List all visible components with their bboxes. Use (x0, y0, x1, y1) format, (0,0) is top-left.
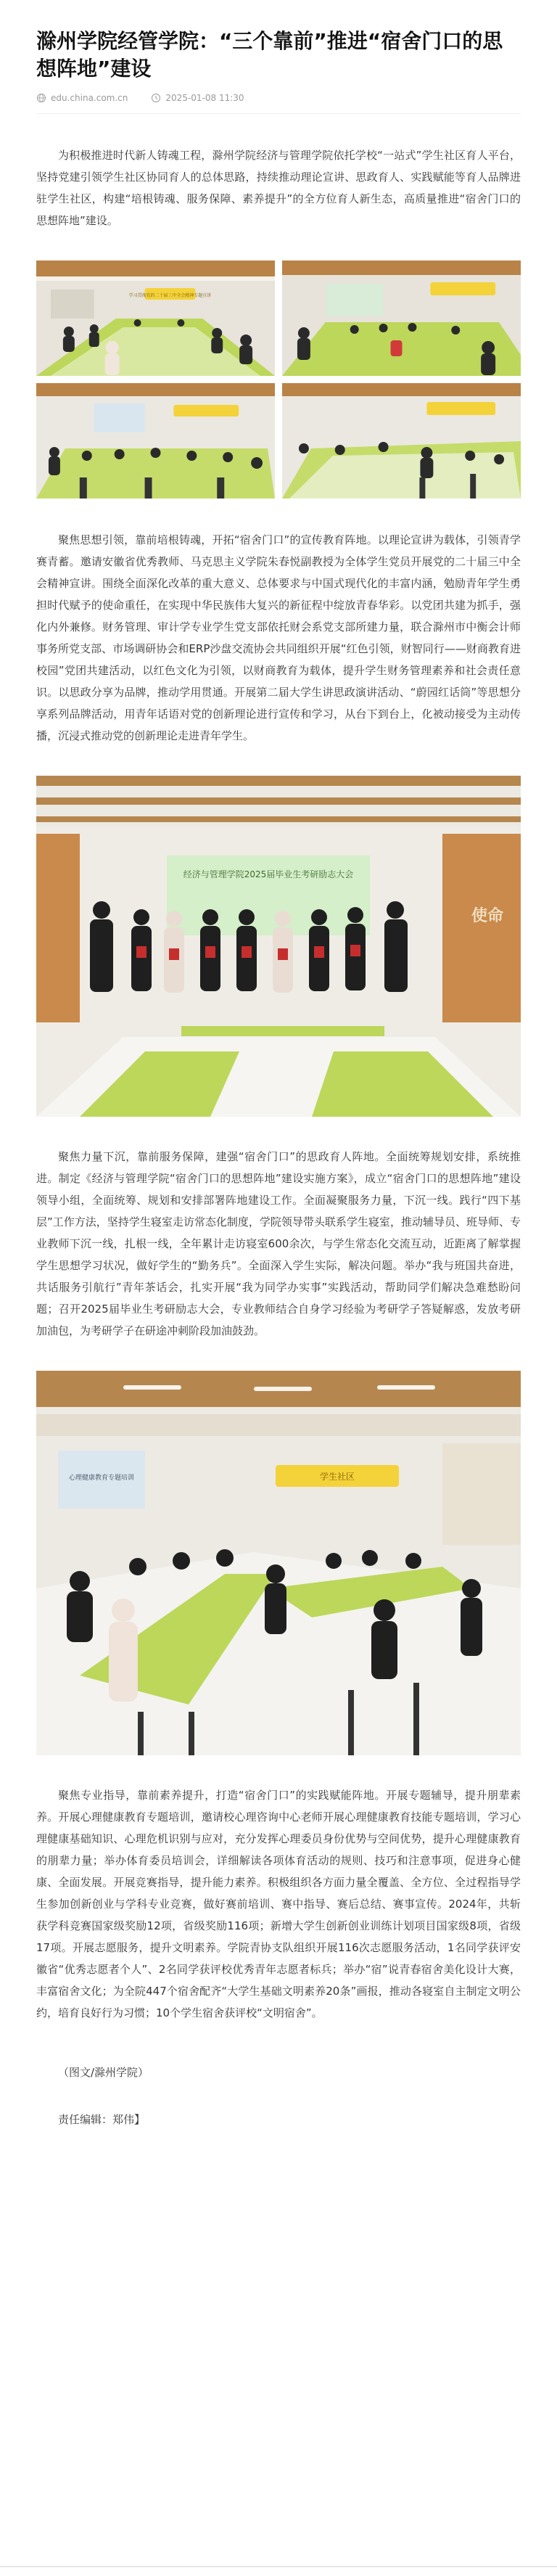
source-site[interactable]: edu.china.com.cn (51, 93, 128, 103)
group-people (90, 901, 408, 993)
grid-banner-text: 学习贯彻党的二十届三中全会精神专题宣讲 (128, 292, 212, 299)
photo-group (36, 776, 521, 1117)
bottom-rule (0, 2566, 557, 2567)
wall-text: 使命 (471, 907, 504, 925)
article-meta (36, 93, 521, 103)
paragraph-service-support: 聚焦力量下沉，靠前服务保障，建强“宿舍门口”的思政育人阵地。全面统筹规划安排，系统推进。制定《经济与管理学院“宿舍门口的思想阵地”建设实施方案》，成立“宿舍门口的思想阵地”建设领导小组，全面统筹、规划和安排部署阵地建设工作。全面凝聚服务力量，下沉一线。践行“四下基层”工作方法，坚持学生寝室走访常态化制度，学院领导带头联系学生寝室，推动辅导员、班导师、专业教师下沉一线，扎根一线，全年累计走访寝室600余次，与学生常态化交流互动，近距离了解掌握学生思想学习状况，做好学生的“勤务兵”。全面深入学生实际，解决问题。举办“我与班国共奋进，共话服务引航行”青年茶话会，扎实开展“我为同学办实事”实践活动，帮助同学们解决急难愁盼问题；召开2025届毕业生考研励志大会，专业教师结合自身学习经验为考研学子答疑解惑，发放考研加油包，为考研学子在研途冲刺阶段加油鼓劲。 (36, 1150, 521, 1337)
clock-icon (151, 93, 161, 103)
screen-text-1: 经济与管理学院2025届毕业生考研励志大会 (183, 869, 354, 879)
photo-training (36, 1371, 521, 1755)
globe-icon (36, 93, 46, 103)
paragraph-thought-leadership: 聚焦思想引领，靠前培根铸魂，开拓“宿舍门口”的宣传教育阵地。以理论宣讲为载体，引领青学赛青蓄。邀请安徽省优秀教师、马克思主义学院朱春悦副教授为全体学生党员开展党的二十届三中全会精神宣讲。围绕全面深化改革的重大意义、总体要求与中国式现代化的丰富内涵，勉励青年学生勇担时代赋予的使命重任，在实现中华民族伟大复兴的新征程中绽放青春华彩。以党团共建为抓手，强化内外兼修。财务管理、审计学专业学生党支部依托财会系党支部所建力量，联合滁州市中衡会计师事务所党支部、市场调研协会和ERP沙盘交流协会共同组织开展“红色引领，财智同行——财商教育进校园”党团共建活动，以红色文化为引领，以财商教育为载体，提升学生财务管理素养和社会责任意识。以思政分享为品牌，推动学用贯通。开展第二届大学生讲思政演讲活动、“蔚园红话筒”等思想分享系列品牌活动，用青年话语对党的创新理论进行宣传和学习，从台下到台上，化被动接受为主动传播，沉浸式推动党的创新理论走进青年学生。 (36, 533, 521, 742)
meta-divider (36, 113, 521, 114)
screen-text-2: 心理健康教育专题培训 (68, 1474, 135, 1482)
article-title: 滁州学院经管学院：“三个靠前”推进“宿舍门口的思想阵地”建设 (36, 29, 503, 81)
photo-lecture-1 (36, 261, 275, 376)
banner-text-2: 学生社区 (319, 1472, 355, 1482)
photo-grid (36, 261, 521, 499)
photo-lecture-3 (36, 383, 275, 499)
paragraph-literacy-improvement: 聚焦专业指导，靠前素养提升，打造“宿舍门口”的实践赋能阵地。开展专题辅导，提升朋辈素养。开展心理健康教育专题培训，邀请校心理咨询中心老师开展心理健康教育技能专题培训，学习心理健康基础知识、心理危机识别与应对，充分发挥心理委员身份优势与空间优势，提升心理健康教育的朋辈力量；举办体育委员培训会，详细解读各项体育活动的规则、技巧和注意事项，促进身心健康、全面发展。开展竞赛指导，提升能力素养。积极组织各方面力量全覆盖、全方位、全过程指导学生参加创新创业与学科专业竞赛，做好赛前培训、赛中指导、赛后总结、赛事宣传。2024年，共斩获学科竞赛国家级奖励12项，省级奖励116项；新增大学生创新创业训练计划项目国家级8项，省级17项。开展志愿服务，提升文明素养。学院青协支队组织开展116次志愿服务活动，1名同学获评安徽省“优秀志愿者个人”、2名同学获评校优秀青年志愿者标兵；举办“宿”说青春宿舍美化设计大赛，丰富宿舍文化；为全院447个宿舍配齐“大学生基础文明素养20条”画报，推动各寝室自主制定文明公约，培育良好行为习惯；10个学生宿舍获评校“文明宿舍”。 (36, 1789, 521, 2019)
source-note: （图文/滁州学院） (58, 2066, 149, 2079)
paragraph-intro: 为积极推进时代新人铸魂工程，滁州学院经济与管理学院依托学校“一站式”学生社区育人平台，坚持党建引领学生社区协同育人的总体思路，持续推动理论宣讲、思政育人、实践赋能等育人品牌进驻学生社区，构建“培根铸魂、服务保障、素养提升”的全方位育人新生态，高质量推进“宿舍门口的思想阵地”建设。 (36, 149, 521, 227)
publish-date: 2025-01-08 11:30 (165, 93, 244, 103)
photo-lecture-2 (282, 261, 521, 376)
photo-lecture-4 (282, 383, 521, 499)
editor-credit: 责任编辑：郑伟】 (58, 2113, 146, 2126)
